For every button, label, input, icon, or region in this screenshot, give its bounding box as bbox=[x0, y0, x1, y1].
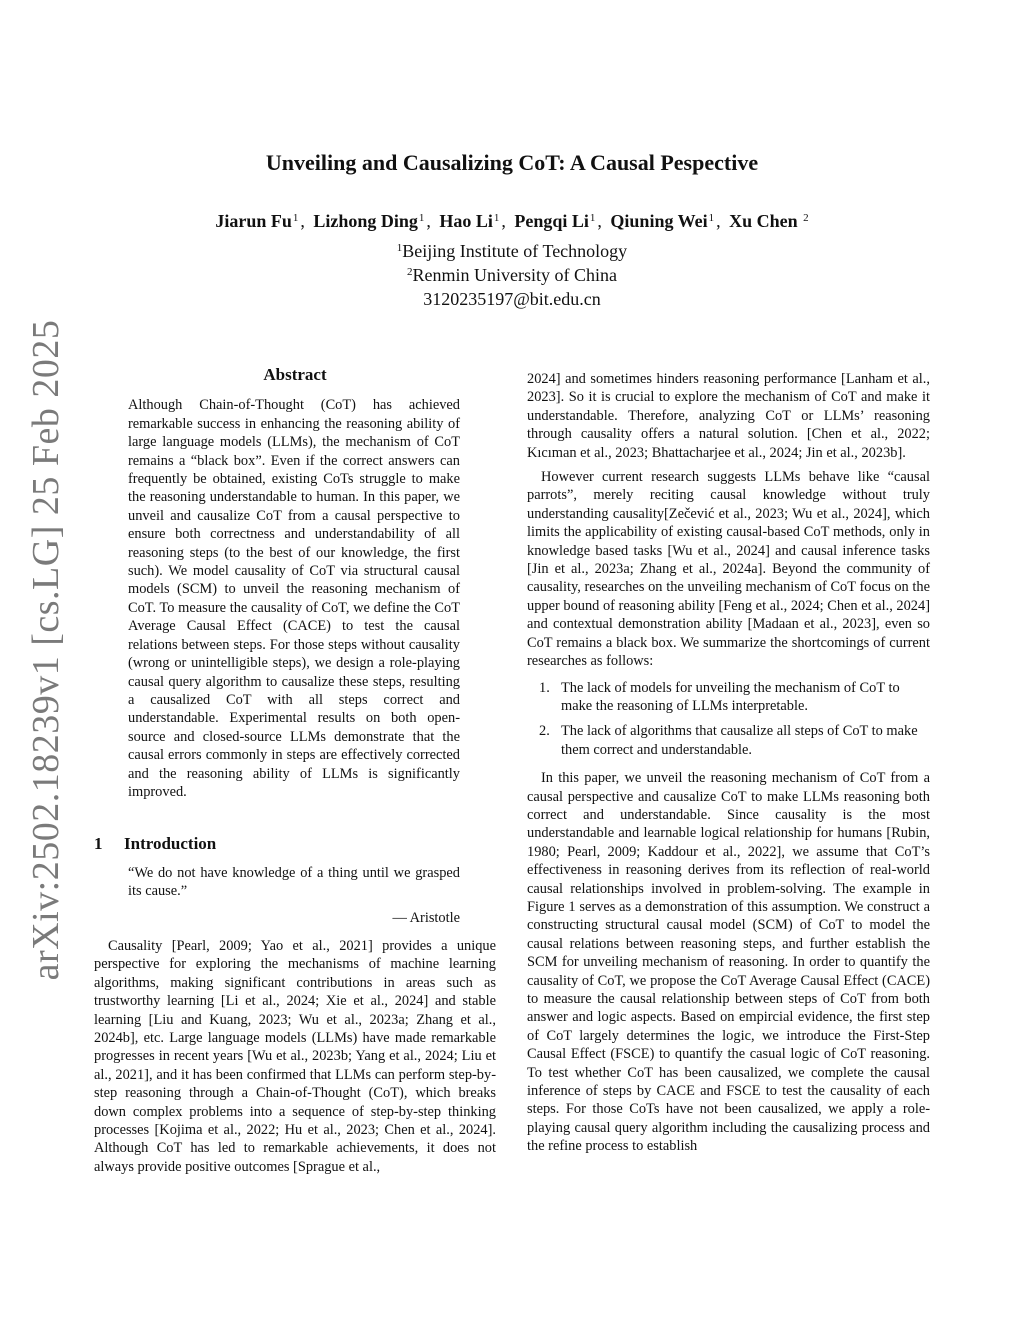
list-item bbox=[527, 722, 930, 759]
section-title: Introduction bbox=[124, 834, 217, 854]
list-item bbox=[527, 679, 930, 716]
epigraph-author: — Aristotle bbox=[392, 909, 460, 926]
affiliation bbox=[0, 265, 1024, 286]
list-item-number: 2. bbox=[539, 723, 550, 740]
author bbox=[610, 211, 714, 231]
author-affiliation-mark: 1 bbox=[418, 212, 425, 224]
paper-title: Unveiling and Causalizing CoT: A Causal Pespective bbox=[265, 150, 759, 175]
author-affiliation-mark: 2 bbox=[803, 212, 809, 224]
section-number: 1 bbox=[94, 834, 103, 854]
intro-paragraph-1: Causality [Pearl, 2009; Yao et al., 2021] provides a unique perspective for exploring the mechanisms of machine learning algorithms, making significant contributions in areas such as trustworthy learning [Li et al., 2024; Xie et al., 2024] and stable learning [Liu and Kuang, 2023; Wu et al., 2023a; Zhang et al., 2024b], etc. Large language models (LLMs) have made remarkable progresses in recent years [Wu et al., 2023b; Yang et al., 2024; Liu et al., 2021], and it has been confirmed that LLMs can perform step-by-step reasoning through a Chain-of-Thought (CoT), which breaks down complex problems into a sequence of step-by-step thinking processes [Kojima et al., 2022; Hu et al., 2023; Chen et al., 2024]. Although CoT has led to remarkable achievements, it does not always provide positive outcomes [Sprague et al., bbox=[94, 937, 496, 1175]
list-item-text: The lack of models for unveiling the mechanism of CoT to make the reasoning of LLMs interpretable. bbox=[561, 679, 900, 714]
author-name: Hao Li bbox=[439, 211, 493, 231]
author-name: Qiuning Wei bbox=[610, 211, 708, 231]
author-list: Jiarun Fu$^1$ , Lizhong Ding$^1$ , Hao Li$^1$ , Pengqi Li$^1$ , Qiuning Wei$^1$ , Xu Chen $^2$ bbox=[215, 211, 809, 231]
author-affiliation-mark: 1 bbox=[493, 212, 500, 224]
epigraph-quote: “We do not have knowledge of a thing until we grasped its cause.” bbox=[128, 864, 460, 900]
intro-paragraph-1-continued: 2024] and sometimes hinders reasoning performance [Lanham et al., 2023]. So it is crucial to explore the mechanism of CoT and make it understandable. Therefore, analyzing CoT or LLMs’ reasoning through causality offers a natural solution. [Chen et al., 2022; Kıcıman et al., 2023; Bhattacharjee et al., 2024; Jin et al., 2023b]. bbox=[527, 371, 930, 461]
author bbox=[514, 211, 595, 231]
author-name: Jiarun Fu bbox=[215, 211, 292, 231]
author bbox=[439, 211, 499, 231]
author bbox=[313, 211, 424, 231]
author bbox=[729, 211, 809, 231]
author-affiliation-mark: 1 bbox=[708, 212, 715, 224]
affiliation-number: 1 bbox=[396, 242, 403, 254]
abstract-text: Although Chain-of-Thought (CoT) has achieved remarkable success in enhancing the reasoning ability of large language models (LLMs), the mechanism of CoT remains a “black box”. Even if the correct answers can frequently be obtained, existing CoTs struggle to make the reasoning understandable to human. In this paper, we unveil and causalize CoT from a causal perspective to ensure both correctness and understandability of all reasoning steps (to the best of our knowledge, the first such). We model causality of CoT via structural causal models (SCM) to unveil the reasoning mechanism of CoT. To measure the causality of CoT, we define the CoT Average Causal Effect (CACE) to test the causal relations between steps. For those steps without causality (wrong or unintelligible steps), we design a role-playing causal query algorithm to causalize these steps, resulting a causalized CoT with all steps correct and understandable. Experimental results on both open-source and closed-source LLMs demonstrate that the causal errors commonly in steps are effectively corrected and the reasoning ability of LLMs is significantly improved. bbox=[128, 397, 460, 800]
affiliation-name: Beijing Institute of Technology bbox=[402, 241, 628, 261]
affiliation bbox=[0, 241, 1024, 262]
shortcomings-list bbox=[527, 679, 930, 760]
author-affiliation-mark: 1 bbox=[589, 212, 596, 224]
author-name: Xu Chen bbox=[729, 211, 798, 231]
intro-paragraph-3: In this paper, we unveil the reasoning mechanism of CoT from a causal perspective and causalize CoT to make LLMs reasoning both correct and understandable. Since causality is the most understandable and learnable logical relationship for humans [Rubin, 1980; Pearl, 2009; Kaddour et al., 2022], we assume that CoT’s effectiveness in reasoning derives from its reflection of real-world causal relationships involved in problem-solving. The example in Figure 1 serves as a demonstration of this assumption. We construct a constructing structural causal model (SCM) of CoT to model the causal relations between reasoning steps, and further establish the SCM for unveiling mechanism of reasoning. In order to quantify the causality of CoT, we propose the CoT Average Causal Effect (CACE) to measure the causal relationship between steps of CoT from both answer and logic aspects. Based on empircial evidence, the first step of CoT largely determines the logic, we introduce the First-Step Causal Effect (FSCE) to quantify the casual logic of CoT reasoning. To test whether CoT has been causalized, we complete the causal inference of steps by CACE and FSCE to test the causality of each steps. For those CoTs have not been causalized, we apply a role-playing causal query algorithm including the causalizing process and the refine process to establish bbox=[527, 770, 930, 1155]
left-column bbox=[94, 366, 496, 1176]
list-item-number: 1. bbox=[539, 679, 550, 696]
right-column bbox=[527, 370, 930, 1156]
abstract-heading: Abstract bbox=[263, 365, 327, 384]
author-email: 3120235197@bit.edu.cn bbox=[423, 289, 601, 309]
affiliation-name: Renmin University of China bbox=[412, 265, 617, 285]
author-name: Lizhong Ding bbox=[313, 211, 418, 231]
arxiv-id: arXiv:2502.18239v1 [cs.LG] 25 Feb 2025 bbox=[25, 319, 67, 981]
author-affiliation-mark: 1 bbox=[292, 212, 299, 224]
list-item-text: The lack of algorithms that causalize all steps of CoT to make them correct and understandable. bbox=[561, 723, 918, 758]
section-heading bbox=[94, 835, 496, 853]
affiliation-number: 2 bbox=[407, 266, 413, 278]
arxiv-watermark bbox=[25, 319, 67, 981]
intro-paragraph-2: However current research suggests LLMs behave like “causal parrots”, merely reciting causal knowledge without truly understanding causality[Zečević et al., 2023; Wu et al., 2024], which limits the applicability of existing causal-based CoT methods, only in knowledge based tasks [Wu et al., 2024] and causal inference tasks [Jin et al., 2023a; Zhang et al., 2024a]. Beyond the community of causality, researches on the unveiling mechanism of CoT focus on the upper bound of reasoning ability [Feng et al., 2024; Chen et al., 2024] and contextual demonstration ability [Madaan et al., 2023], even so CoT remains a black box. We summarize the shortcomings of current researches as follows: bbox=[527, 469, 930, 670]
author bbox=[215, 211, 298, 231]
author-name: Pengqi Li bbox=[514, 211, 589, 231]
